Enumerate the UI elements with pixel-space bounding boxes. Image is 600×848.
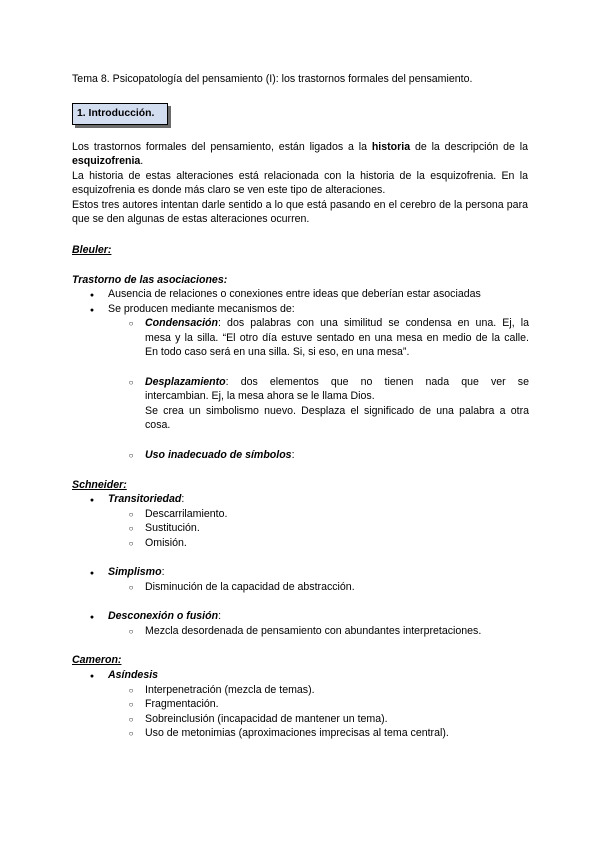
desconexion-line: Desconexión o fusión: [108,610,222,622]
schneider-heading: Schneider: [72,479,127,491]
simbolos-line: Uso inadecuado de símbolos: [145,449,295,461]
section-title-box [72,103,168,125]
transitoriedad-line: Transitoriedad: [108,493,185,505]
transitoriedad-item: Omisión. [145,537,187,549]
asindesis-item: Uso de metonimias (aproximaciones imprecisas al tema central). [145,727,449,739]
desconexion-item: Mezcla desordenada de pensamiento con abundantes interpretaciones. [145,625,482,637]
intro-paragraph-2: La historia de estas alteraciones está relacionada con la historia de la esquizofrenia. En la esquizofrenia es donde más claro se ven este tipo de alteraciones. [72,169,528,197]
asindesis-item: Interpenetración (mezcla de temas). [145,684,315,696]
simplismo-line: Simplismo: [108,566,165,578]
asindesis-item: Sobreinclusión (incapacidad de mantener un tema). [145,713,388,725]
transitoriedad-item: Sustitución. [145,522,200,534]
bleuler-bullet-2: Se producen mediante mecanismos de: [108,303,295,315]
intro-paragraphs [72,140,528,226]
bullet-circle [126,316,136,332]
bullet-circle [126,580,136,596]
desplazamiento-line-3: Se crea un simbolismo nuevo. Desplaza el significado de una palabra a otra [145,405,529,417]
intro-paragraph-3: Estos tres autores intentan darle sentido a lo que está pasando en el cerebro de la persona para que se den algunas de estas alteraciones ocurren. [72,198,528,226]
asindesis-term: Asíndesis [108,669,159,681]
document-header: Tema 8. Psicopatología del pensamiento (I): los trastornos formales del pensamiento. [72,73,473,85]
asindesis-item: Fragmentación. [145,698,219,710]
bullet-circle [126,448,136,464]
bullet-circle [126,624,136,640]
bullet-dot [87,609,97,626]
cameron-heading: Cameron: [72,654,122,666]
bullet-circle [126,726,136,742]
bleuler-heading: Bleuler: [72,244,112,256]
bullet-dot [87,565,97,582]
transitoriedad-item: Descarrilamiento. [145,508,228,520]
bullet-dot [87,668,97,685]
bullet-circle [126,521,136,537]
bullet-circle [126,375,136,391]
bullet-circle [126,536,136,552]
intro-paragraph-1: Los trastornos formales del pensamiento, están ligados a la historia de la descripción de la esquizofrenia. [72,141,528,168]
bullet-dot [87,492,97,509]
desplazamiento-line-2: intercambian. Ej, la mesa ahora se le llama Dios. [145,390,375,402]
condensacion-line-1: Condensación: dos palabras con una similitud se condensa en una. Ej, la [145,317,529,329]
simplismo-item: Disminución de la capacidad de abstracción. [145,581,355,593]
condensacion-line-3: En todo caso será en una silla. Si, si eso, en una mesa”. [145,346,410,358]
section-title: 1. Introducción. [77,108,155,119]
desplazamiento-line-1: Desplazamiento: dos elementos que no tienen nada que ver se [145,376,529,388]
bleuler-subheading: Trastorno de las asociaciones: [72,274,228,286]
bullet-dot [87,302,97,319]
condensacion-line-2: mesa y la silla. “El otro día estuve sentado en una mesa en medio de la calle. [145,332,529,344]
desplazamiento-line-4: cosa. [145,419,171,431]
bleuler-bullet-1: Ausencia de relaciones o conexiones entre ideas que deberían estar asociadas [108,288,481,300]
bullet-circle [126,697,136,713]
